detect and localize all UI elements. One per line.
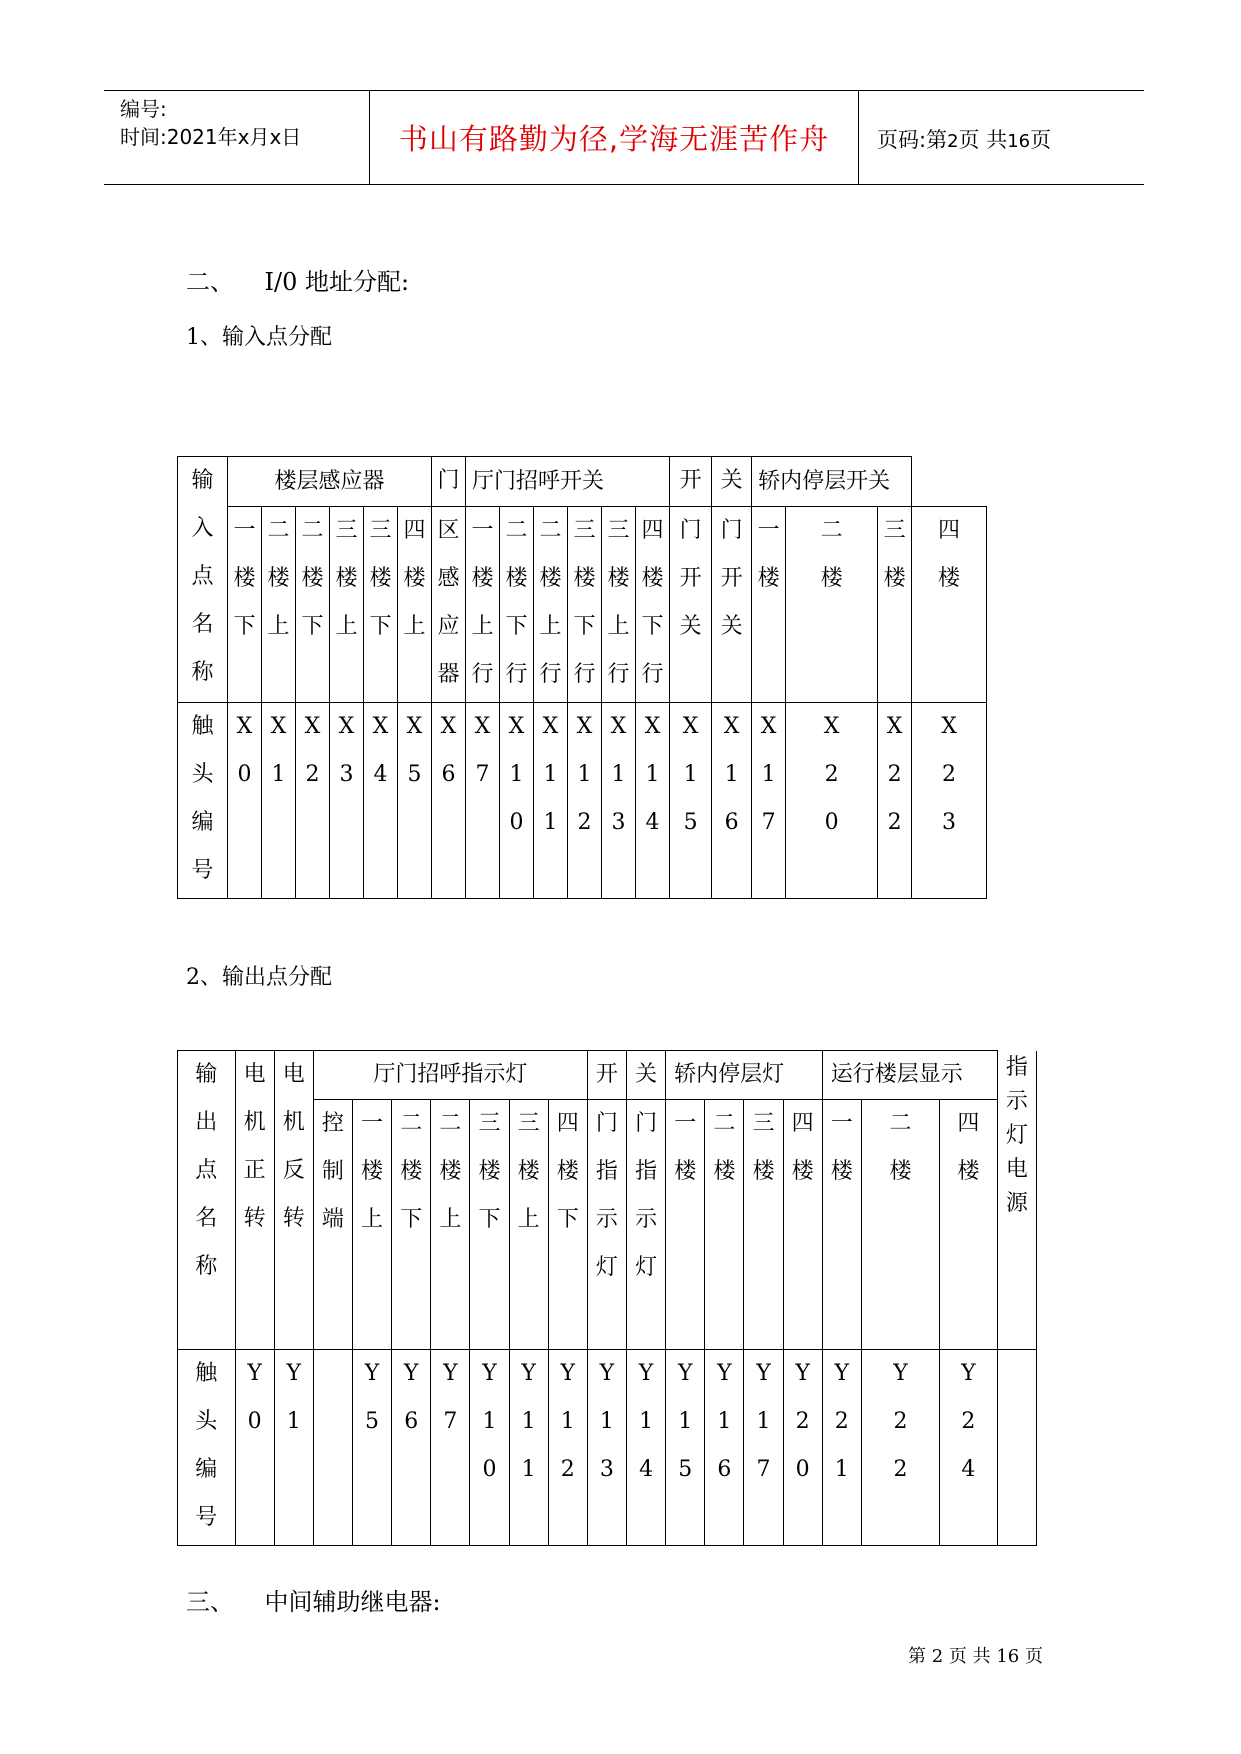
input-row-label-contact: 触 头 编 号 xyxy=(178,703,228,899)
output-contact-code: Y 1 3 xyxy=(587,1350,626,1546)
input-point-name: 三 楼 上 行 xyxy=(602,507,636,703)
output-point-name: 控 制 端 xyxy=(313,1100,352,1350)
header-page-indicator xyxy=(877,124,1051,154)
output-contact-code: Y 1 1 xyxy=(509,1350,548,1546)
output-point-name: 四 楼 xyxy=(940,1100,998,1350)
output-point-name: 二 楼 上 xyxy=(431,1100,470,1350)
output-contact-code xyxy=(997,1350,1036,1546)
input-point-name: 门 开 关 xyxy=(670,507,712,703)
output-contact-code: Y 2 4 xyxy=(940,1350,998,1546)
output-point-name: 三 楼 xyxy=(744,1100,783,1350)
input-contact-code: X 2 2 xyxy=(878,703,912,899)
input-point-name: 一 楼 上 行 xyxy=(466,507,500,703)
input-code-row xyxy=(178,703,987,899)
input-point-name: 区 感 应 器 xyxy=(432,507,466,703)
input-point-name: 三 楼 下 xyxy=(364,507,398,703)
output-point-name: 一 楼 上 xyxy=(352,1100,391,1350)
car-stop-light-group: 轿内停层灯 xyxy=(666,1051,823,1100)
input-point-name: 三 楼 上 xyxy=(330,507,364,703)
section-2-heading: 二、 I/0 地址分配: xyxy=(186,268,410,296)
output-contact-code: Y 2 0 xyxy=(783,1350,822,1546)
output-header-row xyxy=(178,1051,1037,1100)
output-contact-code: Y 6 xyxy=(392,1350,431,1546)
input-contact-code: X 3 xyxy=(330,703,364,899)
output-allocation-table xyxy=(177,1050,1037,1546)
input-contact-code: X 4 xyxy=(364,703,398,899)
close-door-top: 关 xyxy=(712,457,752,507)
header-page-cell xyxy=(859,91,1144,184)
input-row-label-name: 输 入 点 名 称 xyxy=(178,457,228,703)
input-contact-code: X 7 xyxy=(466,703,500,899)
input-point-name: 三 楼 下 行 xyxy=(568,507,602,703)
page-header xyxy=(104,90,1144,185)
input-point-name: 一 楼 下 xyxy=(228,507,262,703)
input-point-name: 四 楼 xyxy=(912,507,987,703)
section-3-heading: 三、 中间辅助继电器: xyxy=(186,1588,441,1616)
input-point-name: 门 开 关 xyxy=(712,507,752,703)
output-allocation-title: 2、输出点分配 xyxy=(186,965,332,990)
page-current: 2 xyxy=(947,131,959,152)
output-contact-code: Y 1 7 xyxy=(744,1350,783,1546)
input-point-name: 二 楼 下 xyxy=(296,507,330,703)
output-contact-code: Y 1 4 xyxy=(627,1350,666,1546)
hall-call-light-group: 厅门招呼指示灯 xyxy=(313,1051,587,1100)
input-allocation-table xyxy=(177,456,987,899)
output-contact-code: Y 5 xyxy=(352,1350,391,1546)
output-point-name: 门 指 示 灯 xyxy=(627,1100,666,1350)
run-floor-display-group: 运行楼层显示 xyxy=(822,1051,997,1100)
output-contact-code: Y 2 1 xyxy=(822,1350,861,1546)
input-point-name: 二 楼 下 行 xyxy=(500,507,534,703)
output-row-label-contact: 触 头 编 号 xyxy=(178,1350,236,1546)
output-contact-code: Y 1 2 xyxy=(548,1350,587,1546)
input-contact-code: X 2 xyxy=(296,703,330,899)
input-contact-code: X 1 1 xyxy=(534,703,568,899)
input-point-name: 二 楼 上 行 xyxy=(534,507,568,703)
input-contact-code: X 1 5 xyxy=(670,703,712,899)
input-contact-code: X 2 0 xyxy=(786,703,878,899)
input-contact-code: X 2 3 xyxy=(912,703,987,899)
close-light-top: 关 xyxy=(627,1051,666,1100)
input-contact-code: X 0 xyxy=(228,703,262,899)
hall-call-switch-group: 厅门招呼开关 xyxy=(466,457,670,507)
input-contact-code: X 1 7 xyxy=(752,703,786,899)
output-code-row xyxy=(178,1350,1037,1546)
input-contact-code: X 1 3 xyxy=(602,703,636,899)
output-point-name: 一 楼 xyxy=(666,1100,705,1350)
page-mid: 页 共 xyxy=(958,128,1008,152)
indicator-power: 指 示 灯 电 源 xyxy=(997,1051,1036,1350)
open-door-top: 开 xyxy=(670,457,712,507)
output-contact-code: Y 2 2 xyxy=(861,1350,939,1546)
input-contact-code: X 1 xyxy=(262,703,296,899)
header-motto: 书山有路勤为径,学海无涯苦作舟 xyxy=(398,122,830,156)
input-point-name: 二 楼 xyxy=(786,507,878,703)
output-contact-code: Y 7 xyxy=(431,1350,470,1546)
output-contact-code: Y 0 xyxy=(235,1350,274,1546)
input-allocation-title: 1、输入点分配 xyxy=(186,325,332,350)
input-point-name: 四 楼 下 行 xyxy=(636,507,670,703)
output-contact-code: Y 1 xyxy=(274,1350,313,1546)
input-name-row xyxy=(178,507,987,703)
output-contact-code xyxy=(313,1350,352,1546)
input-contact-code: X 1 4 xyxy=(636,703,670,899)
header-left-cell xyxy=(104,91,370,184)
input-point-name: 二 楼 上 xyxy=(262,507,296,703)
output-point-name: 三 楼 上 xyxy=(509,1100,548,1350)
output-point-name: 三 楼 下 xyxy=(470,1100,509,1350)
output-contact-code: Y 1 6 xyxy=(705,1350,744,1546)
input-contact-code: X 6 xyxy=(432,703,466,899)
input-point-name: 四 楼 上 xyxy=(398,507,432,703)
header-motto-cell xyxy=(370,91,859,184)
floor-sensor-group: 楼层感应器 xyxy=(228,457,432,507)
car-stop-switch-group: 轿内停层开关 xyxy=(752,457,912,507)
output-point-name: 四 楼 xyxy=(783,1100,822,1350)
output-point-name: 二 楼 xyxy=(861,1100,939,1350)
output-point-name: 门 指 示 灯 xyxy=(587,1100,626,1350)
page-suffix: 页 xyxy=(1030,128,1052,152)
input-contact-code: X 1 6 xyxy=(712,703,752,899)
open-light-top: 开 xyxy=(587,1051,626,1100)
door-zone-top: 门 xyxy=(432,457,466,507)
output-row-label-name: 输 出 点 名 称 xyxy=(178,1051,236,1350)
output-contact-code: Y 1 5 xyxy=(666,1350,705,1546)
input-point-name: 三 楼 xyxy=(878,507,912,703)
document-time-label: 时间:2021年x月x日 xyxy=(120,125,302,149)
output-point-name: 二 楼 xyxy=(705,1100,744,1350)
input-contact-code: X 1 2 xyxy=(568,703,602,899)
output-point-name: 二 楼 下 xyxy=(392,1100,431,1350)
output-point-name: 一 楼 xyxy=(822,1100,861,1350)
input-contact-code: X 1 0 xyxy=(500,703,534,899)
page-total: 16 xyxy=(1007,131,1031,152)
page-footer: 第 2 页 共 16 页 xyxy=(908,1646,1043,1667)
motor-reverse: 电 机 反 转 xyxy=(274,1051,313,1350)
output-contact-code: Y 1 0 xyxy=(470,1350,509,1546)
output-point-name: 四 楼 下 xyxy=(548,1100,587,1350)
page-prefix: 页码:第 xyxy=(877,128,948,152)
input-contact-code: X 5 xyxy=(398,703,432,899)
document-number-label: 编号: xyxy=(120,97,167,121)
input-header-row xyxy=(178,457,987,507)
input-point-name: 一 楼 xyxy=(752,507,786,703)
motor-forward: 电 机 正 转 xyxy=(235,1051,274,1350)
